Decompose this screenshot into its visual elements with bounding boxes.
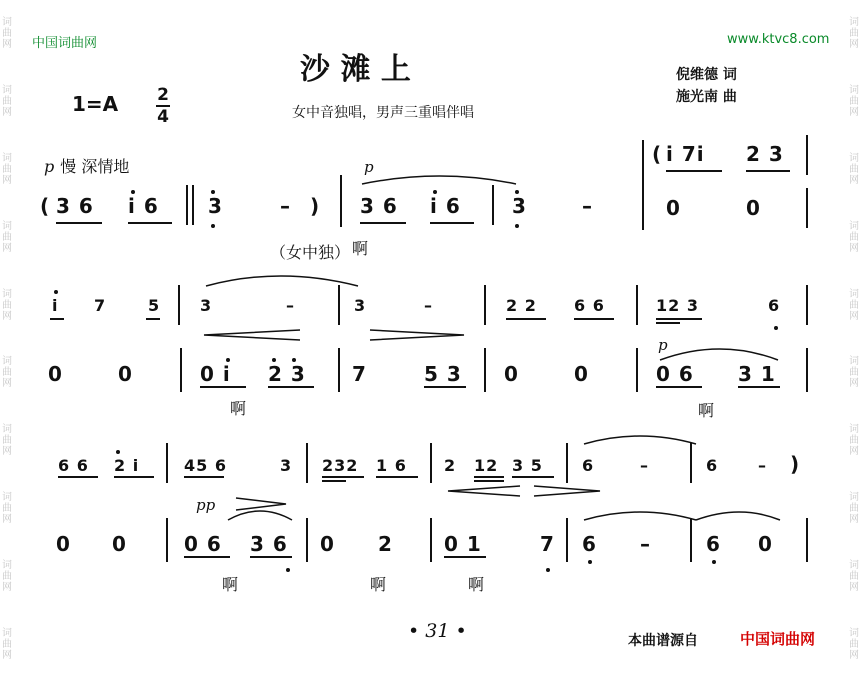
lyric: 啊 [230, 399, 247, 418]
rest: 0 [112, 532, 127, 556]
note: 6 [582, 532, 597, 556]
note: 7 [540, 532, 555, 556]
sustain-dash: – [640, 532, 651, 556]
sustain-dash: – [424, 296, 433, 315]
rest: 0 [504, 362, 519, 386]
note-group: 2 i [114, 456, 140, 475]
source-note: 本曲谱源自 [628, 633, 698, 649]
note-group: 3 5 [512, 456, 543, 475]
note: 3 [280, 456, 293, 475]
note-group: 3 1 [738, 362, 776, 386]
lyric: 啊 [222, 575, 239, 594]
slur [362, 176, 516, 184]
note-group: 0 6 [184, 532, 222, 556]
slur [206, 276, 358, 286]
note-group: i 6 [430, 194, 461, 218]
close-paren: ) [790, 452, 801, 476]
lyric: 啊 [698, 401, 715, 420]
key-signature: 1=A [72, 92, 119, 116]
sustain-dash: – [286, 296, 295, 315]
solo-label: （女中独） [270, 243, 351, 262]
dynamic-pp: pp [196, 496, 216, 514]
note: 2 [378, 532, 393, 556]
performance-subtitle: 女中音独唱，男声三重唱伴唱 [292, 105, 474, 121]
note-group: 6 6 [574, 296, 605, 315]
note: 3 [200, 296, 213, 315]
note-group: 5 3 [424, 362, 462, 386]
note-group: 0 6 [656, 362, 694, 386]
note: 6 [706, 532, 721, 556]
dynamic-p: p [658, 336, 668, 354]
note: 6 [768, 296, 781, 315]
note-group: 45 6 [184, 456, 227, 475]
crescendo-hairpin [204, 330, 300, 340]
rest: 0 [758, 532, 773, 556]
note: 6 [582, 456, 595, 475]
note-group: 0 i [200, 362, 231, 386]
rest: 0 [320, 532, 335, 556]
lyric: 啊 [370, 575, 387, 594]
rest: 0 [746, 196, 761, 220]
note-group: 1 6 [376, 456, 407, 475]
rest: 0 [118, 362, 133, 386]
close-paren: ) [310, 194, 321, 218]
rest: 0 [574, 362, 589, 386]
note-group: 0 1 [444, 532, 482, 556]
note: 2 [444, 456, 457, 475]
slur [228, 511, 292, 520]
note-group: 232 [322, 456, 359, 475]
note-group: 12 [474, 456, 499, 475]
song-title: 沙 滩 上 [300, 52, 411, 87]
sustain-dash: – [758, 456, 767, 475]
rest: 0 [666, 196, 681, 220]
sustain-dash: – [640, 456, 649, 475]
left-side-watermark: 词 曲 网 词 曲 网 词 曲 网 词 曲 网 词 曲 网 词 曲 网 词 曲 网 词 曲 网 词 曲 网 词 曲 网 [2, 17, 12, 661]
tempo-marking: p 慢 深情地 [44, 157, 130, 176]
note-group: 2 2 [506, 296, 537, 315]
note: 5 [148, 296, 161, 315]
decrescendo-hairpin [236, 498, 286, 510]
note-group: 2 3 [746, 142, 784, 166]
page-number: • 31 • [408, 620, 467, 642]
dynamic-p: p [364, 158, 374, 176]
note: 7 [352, 362, 367, 386]
tie [696, 512, 780, 520]
note-group: 12 3 [656, 296, 699, 315]
site-watermark-left: 中国词曲网 [32, 36, 98, 51]
note: 6 [706, 456, 719, 475]
note-group: 3 6 [250, 532, 288, 556]
note-group: 3 6 [56, 194, 94, 218]
sustain-dash: – [582, 194, 593, 218]
note-group: 6 6 [58, 456, 89, 475]
site-url-watermark: www.ktvc8.com [727, 32, 830, 47]
tie [584, 436, 696, 444]
note-group: 2 3 [268, 362, 306, 386]
time-signature: 2 4 [157, 85, 169, 127]
right-side-watermark: 词 曲 网 词 曲 网 词 曲 网 词 曲 网 词 曲 网 词 曲 网 词 曲 网 词 曲 网 词 曲 网 词 曲 网 [849, 17, 859, 661]
sustain-dash: – [280, 194, 291, 218]
decrescendo-hairpin [370, 330, 464, 340]
note-group: 3 6 [360, 194, 398, 218]
note: 3 [208, 194, 223, 218]
rest: 0 [48, 362, 63, 386]
note-group: i 7i [666, 142, 705, 166]
source-brand: 中国词曲网 [740, 630, 816, 648]
slur [660, 349, 778, 360]
note: 3 [512, 194, 527, 218]
lyric: 啊 [468, 575, 485, 594]
note-group: i 6 [128, 194, 159, 218]
lyric: 啊 [352, 239, 369, 258]
tie [584, 512, 696, 520]
rest: 0 [56, 532, 71, 556]
note: 3 [354, 296, 367, 315]
note: i [52, 296, 59, 315]
lyricist: 倪维德 词 [676, 67, 737, 83]
composer: 施光南 曲 [676, 89, 737, 105]
decrescendo-hairpin [534, 486, 600, 496]
crescendo-hairpin [448, 486, 520, 496]
note: 7 [94, 296, 107, 315]
